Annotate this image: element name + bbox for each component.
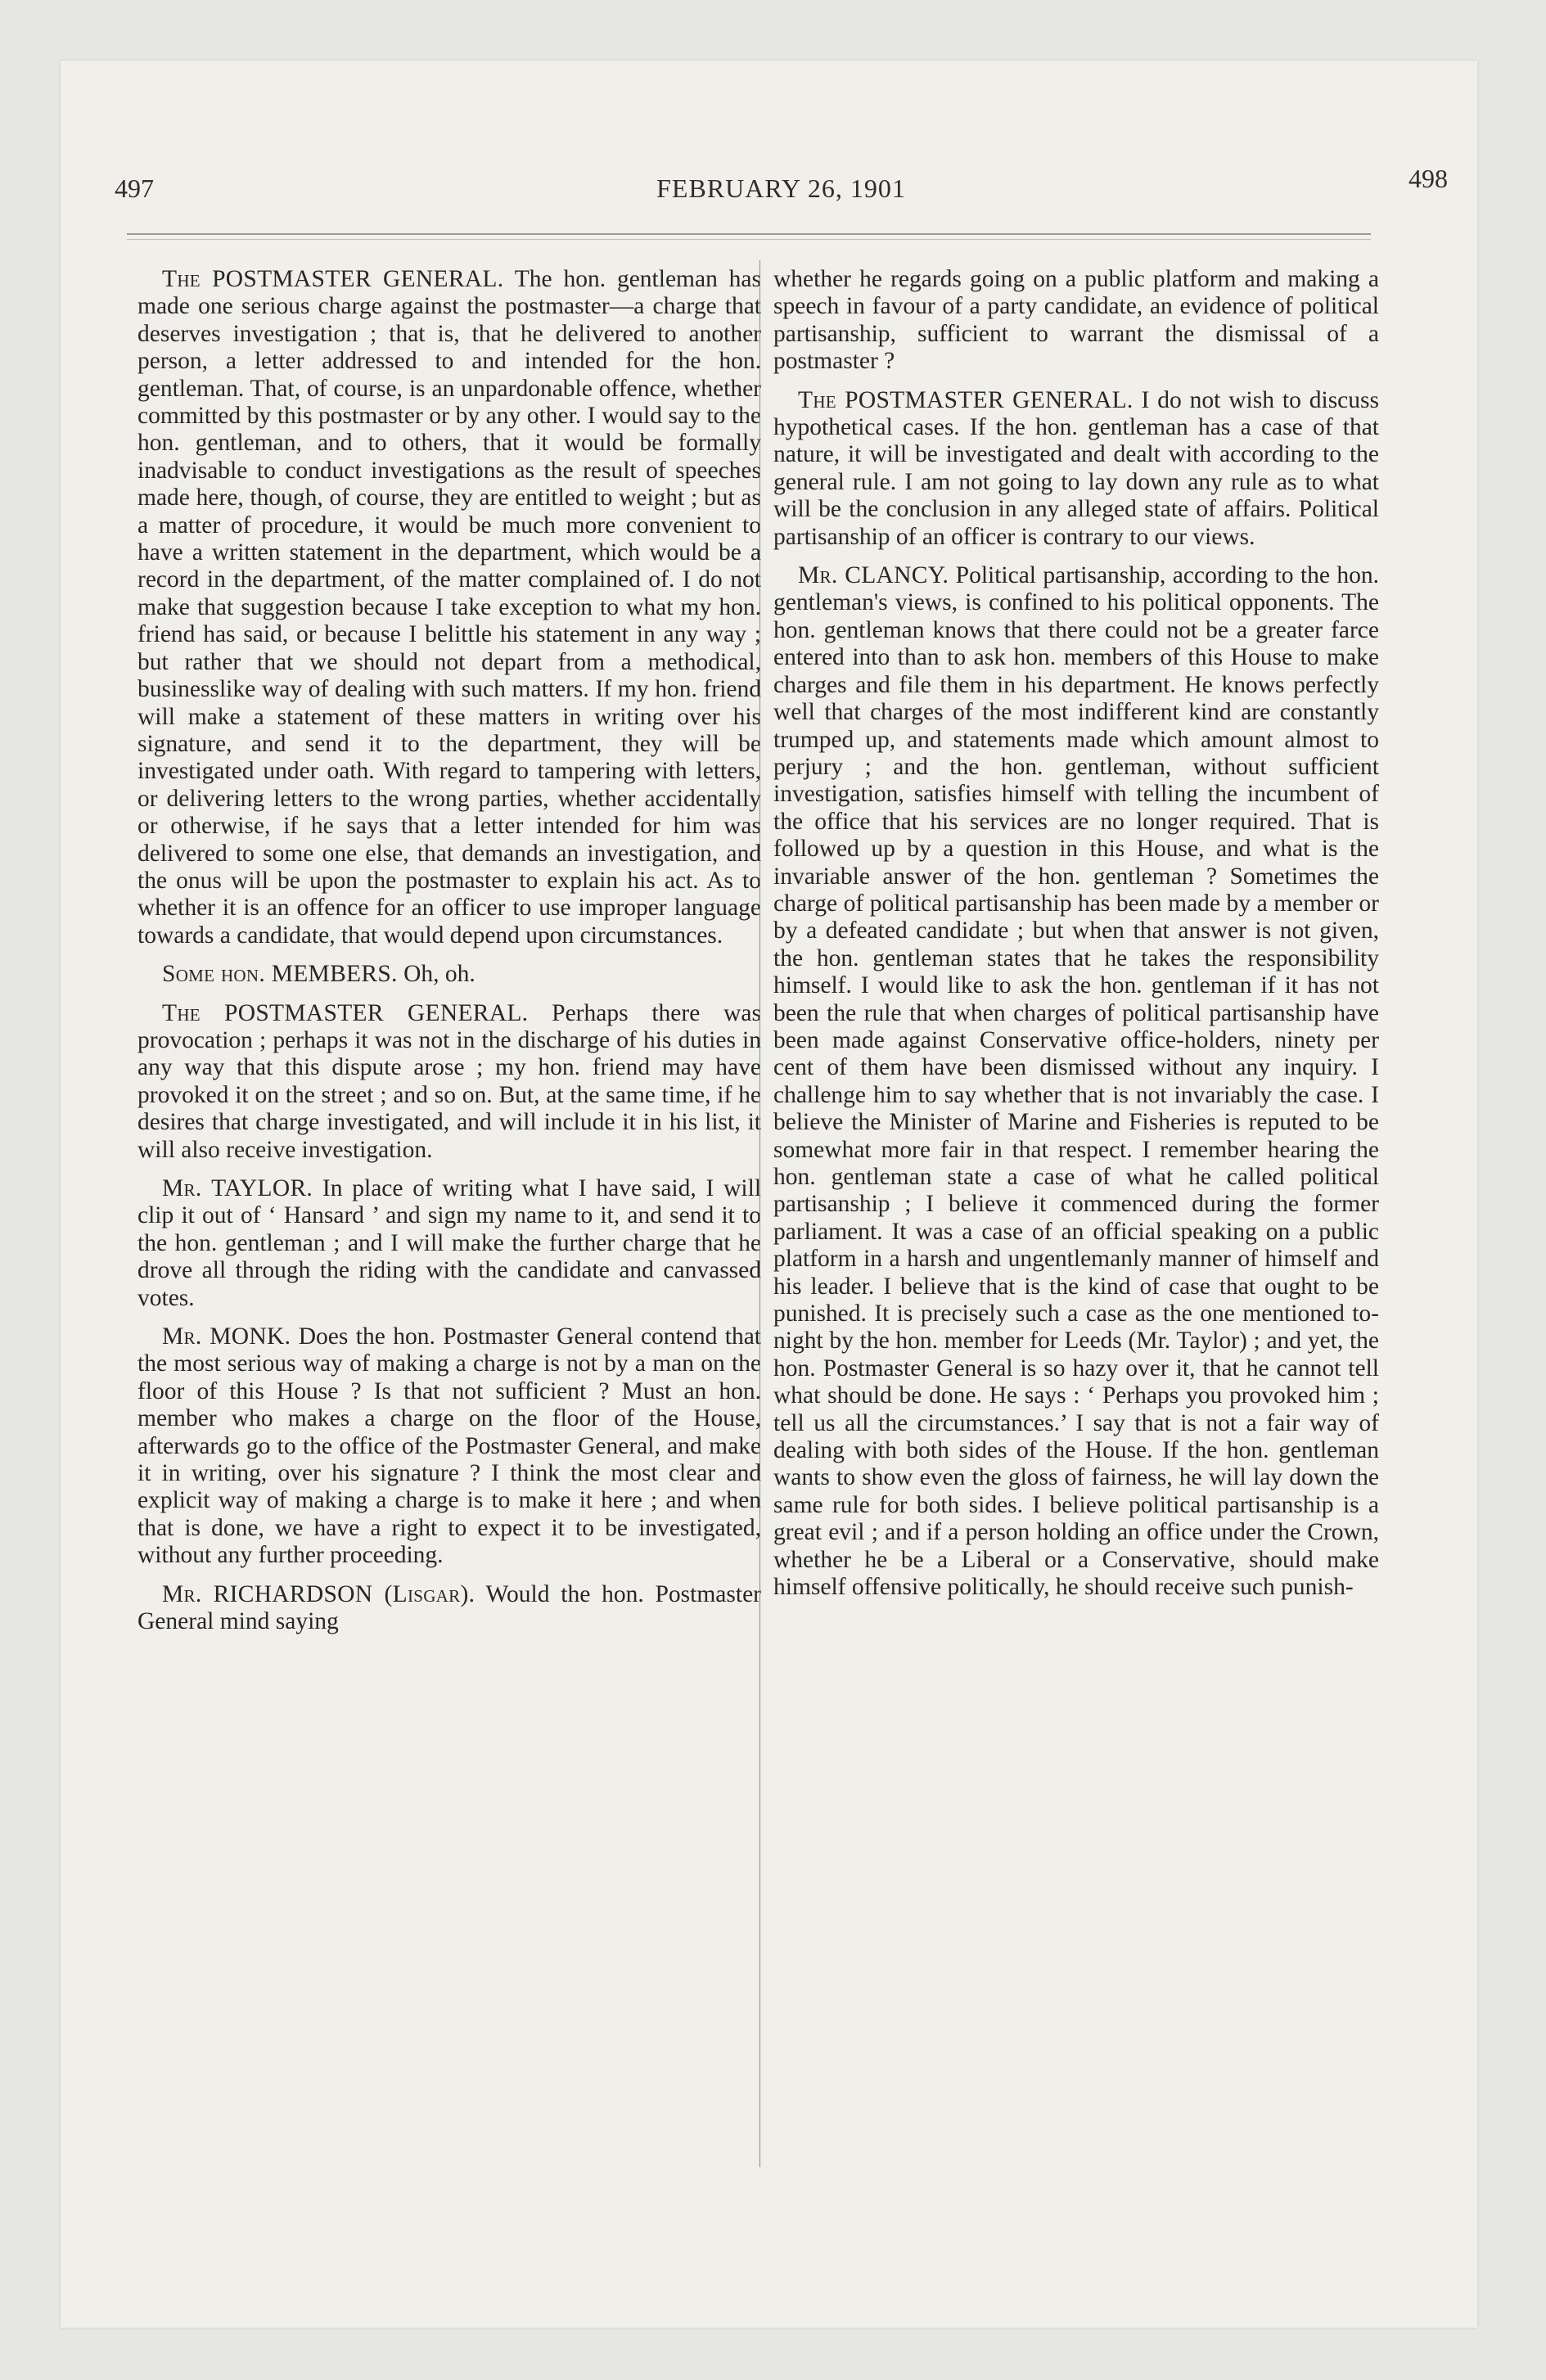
speaker-name: Mr. RICHARDSON (Lisgar).	[162, 1580, 476, 1607]
paragraph	[137, 1000, 761, 1164]
column-divider	[759, 260, 760, 2167]
left-column	[137, 266, 761, 1648]
header-rule-thin	[127, 239, 1371, 240]
page-header	[115, 164, 1448, 213]
speaker-name: The POSTMASTER GENERAL.	[162, 266, 504, 292]
speaker-name: Mr. MONK.	[162, 1323, 291, 1350]
paragraph-text: Would the hon. Postmaster General mind saying	[137, 1580, 761, 1635]
header-rule	[127, 233, 1371, 235]
right-page-number: 498	[1409, 164, 1448, 193]
paragraph-text: Oh, oh.	[403, 961, 476, 988]
paragraph-text: Political partisanship, according to the hon. gentleman's views, is confined to his political opponents. The hon. gentleman knows that there could not be a greater farce entered into than to ask hon. members of this House to make charges and file them in his department. He knows perfectly well that charges of the most indifferent kind are constantly trumped up, and statements made which amount almost to perjury ; and the hon. gentleman, without sufficient investigation, satisfies himself with telling the incumbent of the office that his services are no longer required. That is followed up by a question in this House, and what is the invariable answer of the hon. gentleman ? Sometimes the charge of political partisanship has been made by a member or by a defeated candidate ; but when that answer is not given, the hon. gentleman states that he takes the responsibility himself. I would like to ask the hon. gentleman if it has not been the rule that when charges of political partisanship have been made against Conservative office-holders, ninety per cent of them have been dismissed without any inquiry. I challenge him to say whether that is not invariably the case. I believe the Minister of Marine and Fisheries is reputed to be somewhat more fair in that respect. I remember hearing the hon. gentleman state a case of what he called political partisanship ; I believe it commenced during the former parliament. It was a case of an official speaking on a public platform in a harsh and ungentlemanly manner of himself and his leader. I believe that is the kind of case that ought to be punished. It is precisely such a case as the one mentioned to-night by the hon. member for Leeds (Mr. Taylor) ; and yet, the hon. Postmaster General is so hazy over it, that he cannot tell what should be done. He says : ‘ Perhaps you provoked him ; tell us all the circumstances.’ I say that is not a fair way of dealing with both sides of the House. If the hon. gentleman wants to show even the gloss of fairness, he will lay down the same rule for both sides. I believe political partisanship is a great evil ; and if a person holding an office under the Crown, whether he be a Liberal or a Conservative, should make himself offensive politically, he should receive such punish-	[773, 562, 1380, 1601]
paragraph-text: Perhaps there was provocation ; perhaps it was not in the discharge of his duties in any way that this dispute arose ; my hon. friend may have provoked it on the street ; and so on. But, at the same time, if he desires that charge investigated, and will include it in his list, it will also receive investigation.	[137, 999, 762, 1163]
paragraph-text: I do not wish to discuss hypothetical cases. If the hon. gentleman has a case of that nature, it will be investigated and dealt with according to the general rule. I am not going to lay down any rule as to what will be the conclusion in any alleged state of affairs. Political partisanship of an officer is contrary to our views.	[773, 386, 1379, 550]
paragraph	[137, 266, 761, 949]
speaker-name: Mr. CLANCY.	[798, 562, 949, 589]
paragraph-text: The hon. gentleman has made one serious charge against the postmaster—a charge that deserves investigation ; that is, that he delivered to another person, a letter addressed to and intended for the hon. gentleman. That, of course, is an unpardonable offence, whether committed by this postmaster or by any other. I would say to the hon. gentleman, and to others, that it would be formally inadvisable to conduct investigations as the result of speeches made here, though, of course, they are entitled to weight ; but as a matter of procedure, it would be much more convenient to have a written statement in the department, which would be a record in the department, of the matter complained of. I do not make that suggestion because I take exception to what my hon. friend has said, or because I belittle his statement in any way ; but rather that we should not depart from a methodical, businesslike way of dealing with such matters. If my hon. friend will make a statement of these matters in writing over his signature, and send it to the department, they will be investigated under oath. With regard to tampering with letters, or delivering letters to the wrong parties, whether accidentally or otherwise, if he says that a letter intended for him was delivered to some one else, that demands an investigation, and the onus will be upon the postmaster to explain his act. As to whether it is an offence for an officer to use improper language towards a candidate, that would depend upon circumstances.	[137, 266, 762, 949]
speaker-name: The POSTMASTER GENERAL.	[798, 386, 1134, 413]
paragraph-text: In place of writing what I have said, I will clip it out of ‘ Hansard ’ and sign my name to it, and send it to the hon. gentleman ; and I will make the further charge that he drove all through the riding with the candidate and canvassed votes.	[137, 1175, 762, 1311]
paragraph-text: whether he regards going on a public platform and making a speech in favour of a party candidate, an evidence of political partisanship, sufficient to warrant the dismissal of a postmaster ?	[773, 266, 1379, 375]
paragraph	[137, 961, 761, 988]
speaker-name: The POSTMASTER GENERAL.	[162, 999, 529, 1026]
paragraph	[773, 266, 1379, 376]
paragraph-text: Does the hon. Postmaster General contend that the most serious way of making a charge is not by a man on the floor of this House ? Is that not sufficient ? Must an hon. member who makes a charge on the floor of the House, afterwards go to the office of the Postmaster General, and make it in writing, over his signature ? I think the most clear and explicit way of making a charge is to make it here ; and when that is done, we have a right to expect it to be investigated, without any further proceeding.	[137, 1323, 762, 1569]
left-page-number: 497	[115, 174, 154, 203]
right-column	[773, 266, 1379, 1613]
speaker-name: Mr. TAYLOR.	[162, 1175, 313, 1201]
paragraph	[137, 1323, 761, 1570]
header-date: FEBRUARY 26, 1901	[656, 174, 906, 203]
paragraph	[773, 562, 1379, 1601]
speaker-name: Some hon. MEMBERS.	[162, 961, 398, 988]
paragraph	[773, 387, 1379, 551]
paragraph	[137, 1581, 761, 1636]
paragraph	[137, 1175, 761, 1312]
